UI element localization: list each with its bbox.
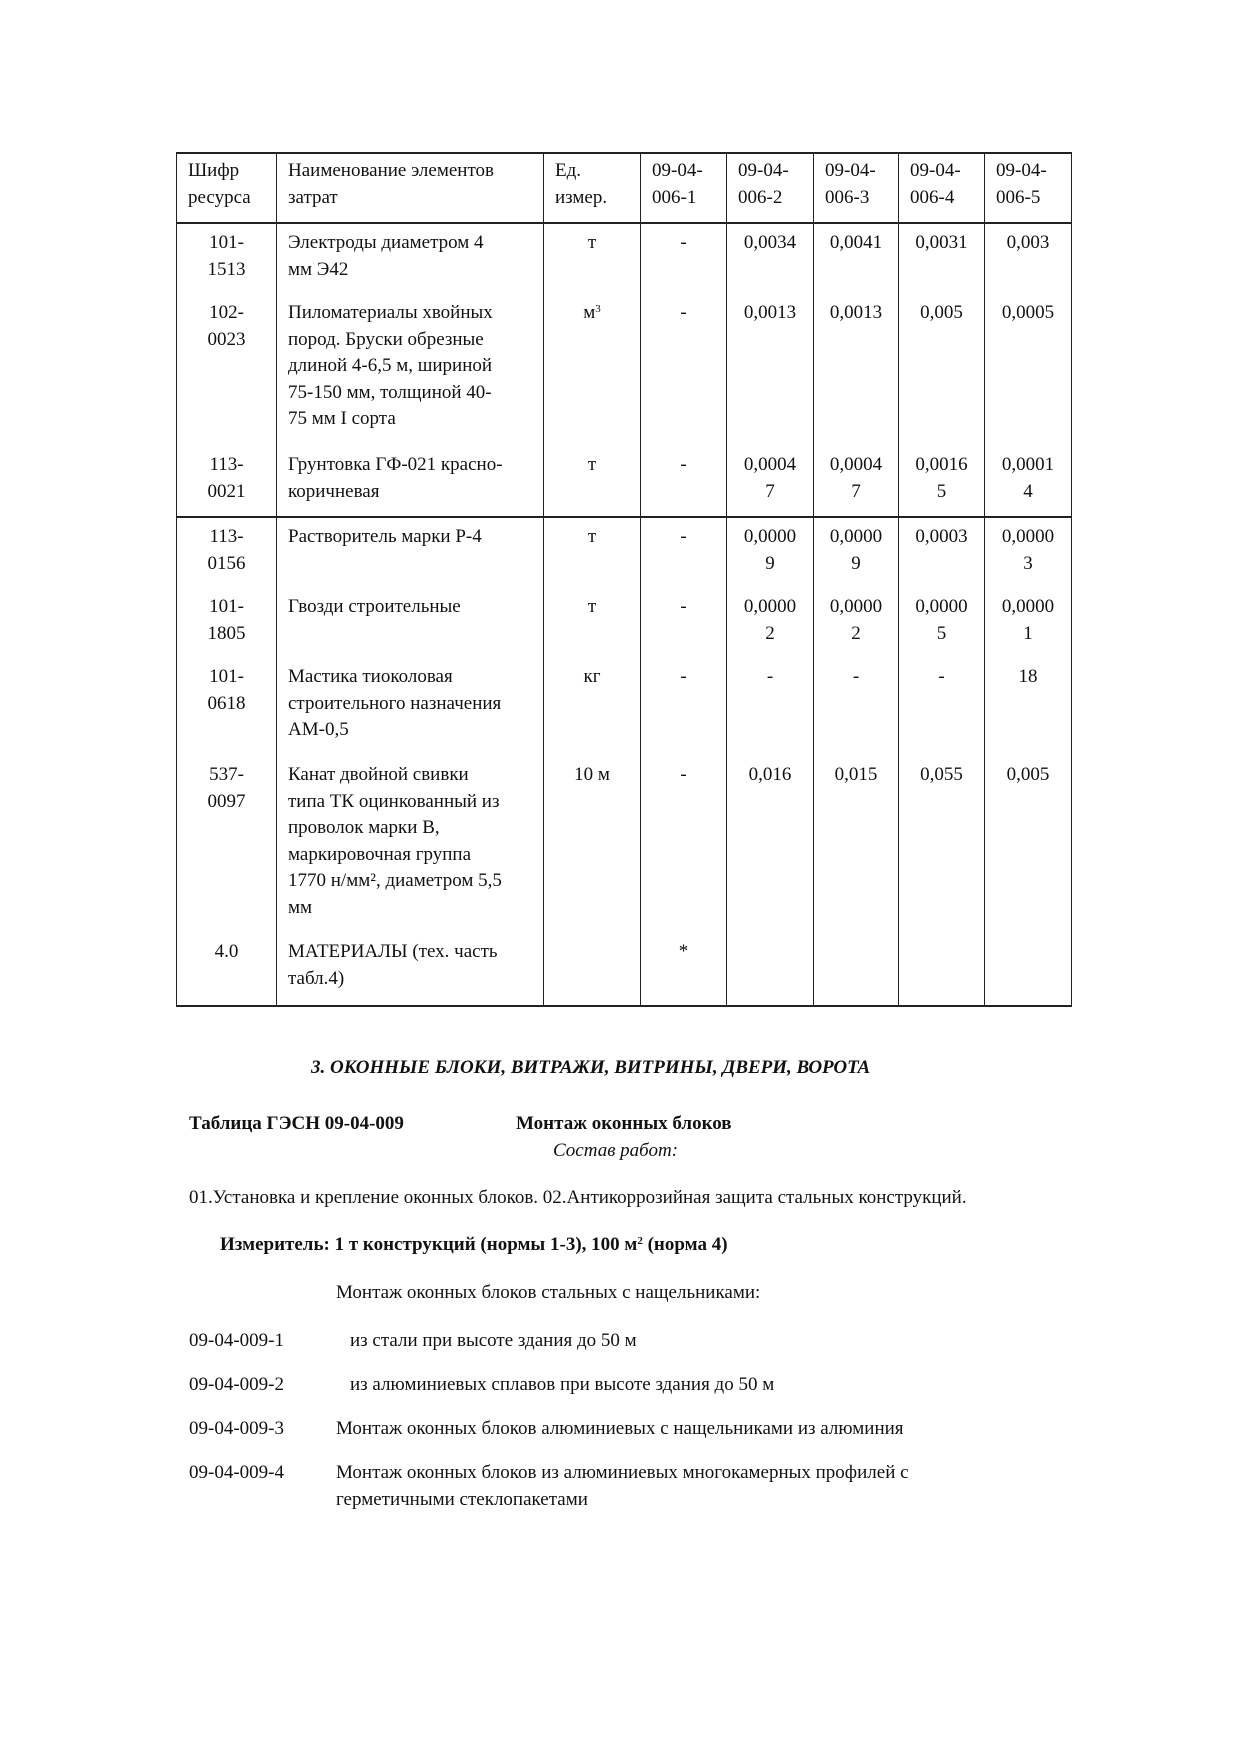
cell-text: 113- [209, 526, 244, 547]
cell-text: 0,0034 [743, 232, 797, 253]
table-row [177, 223, 1072, 294]
column-header [177, 153, 277, 223]
cell-text: - [680, 666, 687, 687]
norm-text: из стали при высоте здания до 50 м [350, 1330, 637, 1351]
norm-code: 09-04-009-4 [189, 1462, 284, 1483]
cell-text: Канат двойной свивки [288, 764, 469, 785]
cell-text: 4.0 [214, 941, 239, 962]
norm-value [641, 588, 727, 658]
cell-text: 5 [936, 480, 947, 502]
cell-text: 006-1 [652, 186, 697, 208]
cell-text: 18 [1018, 666, 1038, 687]
cell-text: ресурса [188, 186, 251, 208]
cell-text: 0,0003 [915, 526, 968, 547]
cell-text: мм Э42 [288, 258, 349, 280]
cell-text: * [678, 941, 689, 962]
cell-text: 09-04- [910, 160, 961, 181]
table-header-row [177, 153, 1072, 223]
unit [544, 588, 641, 658]
cell-text: затрат [288, 186, 338, 208]
cell-text: 0,0005 [1001, 302, 1055, 323]
norm-value [641, 223, 727, 294]
cell-text: 006-4 [910, 186, 955, 208]
cell-text: 0,016 [748, 764, 792, 785]
cell-text: - [852, 666, 860, 687]
norm-value [814, 446, 899, 517]
norm-value [727, 588, 814, 658]
cell-text: 0021 [207, 480, 246, 502]
norm-value [727, 756, 814, 933]
group-title: Монтаж оконных блоков стальных с нащельниками: [336, 1282, 761, 1303]
section-heading: 3. ОКОННЫЕ БЛОКИ, ВИТРАЖИ, ВИТРИНЫ, ДВЕРИ, ВОРОТА [311, 1057, 871, 1078]
cell-text: 09-04- [996, 160, 1047, 181]
norm-text: Монтаж оконных блоков алюминиевых с нащельниками из алюминия [336, 1418, 904, 1439]
cell-text: длиной 4-6,5 м, шириной [288, 355, 493, 376]
table-label: Таблица ГЭСН 09-04-009 [189, 1113, 404, 1134]
resource-name [277, 588, 544, 658]
cell-text: типа ТК оцинкованный из [288, 790, 500, 812]
table-row [177, 517, 1072, 588]
column-header [985, 153, 1072, 223]
cell-text: Мастика тиоколовая [288, 666, 453, 687]
norm-value [985, 588, 1072, 658]
cell-text: Ед. [555, 160, 582, 181]
cell-text: 0,0000 [829, 526, 883, 547]
norm-value [814, 588, 899, 658]
cell-text: Пиломатериалы хвойных [288, 302, 493, 323]
cell-text: Наименование элементов [288, 160, 494, 181]
column-header [814, 153, 899, 223]
norm-text: из алюминиевых сплавов при высоте здания до 50 м [350, 1374, 775, 1395]
norm-value [727, 658, 814, 756]
cell-text: 102- [209, 302, 244, 323]
cell-text: строительного назначения [288, 692, 502, 714]
resource-name [277, 446, 544, 517]
cell-text: маркировочная группа [288, 843, 472, 865]
table-row [177, 933, 1072, 1006]
cell-text: Грунтовка ГФ-021 красно- [288, 454, 503, 475]
norm-value [641, 446, 727, 517]
cell-text: 0,0000 [1001, 596, 1055, 617]
cell-text: 0,0016 [915, 454, 968, 475]
norm-value [814, 294, 899, 446]
norm-value [641, 933, 727, 1006]
norm-value [899, 223, 985, 294]
cell-text: 7 [851, 480, 861, 502]
column-header [727, 153, 814, 223]
unit-text: м [583, 302, 596, 323]
norm-value [899, 756, 985, 933]
norm-value [899, 933, 985, 1006]
resource-name [277, 756, 544, 933]
cell-text: 0023 [207, 328, 246, 350]
cell-text: 0,0000 [915, 596, 968, 617]
norm-text-continued: герметичными стеклопакетами [336, 1489, 588, 1510]
cell-text: 0,0013 [743, 302, 797, 323]
resource-code [177, 223, 277, 294]
cell-text: 1805 [207, 622, 246, 644]
cell-text: 9 [765, 552, 775, 574]
norm-value [985, 756, 1072, 933]
cell-text: - [680, 302, 687, 323]
measure-sup: 2 [637, 1235, 643, 1247]
norm-value [985, 294, 1072, 446]
norm-value [814, 517, 899, 588]
cell-text: МАТЕРИАЛЫ (тех. часть [288, 941, 498, 962]
cell-text: 0156 [207, 552, 246, 574]
cell-text: проволок марки В, [288, 817, 440, 838]
cell-text: 4 [1023, 480, 1033, 502]
measure-suffix: (норма 4) [642, 1234, 728, 1255]
norm-value [727, 294, 814, 446]
table-title: Монтаж оконных блоков [516, 1113, 732, 1134]
cell-text: табл.4) [288, 967, 345, 989]
norm-value [641, 294, 727, 446]
cell-text: 0,005 [1006, 764, 1050, 785]
column-header [899, 153, 985, 223]
norm-value [641, 756, 727, 933]
unit [544, 294, 641, 446]
cell-text: 2 [851, 622, 861, 644]
unit [544, 756, 641, 933]
cell-text: 09-04- [825, 160, 876, 181]
unit-text: т [587, 454, 597, 475]
resource-code [177, 588, 277, 658]
resource-name [277, 223, 544, 294]
cell-text: - [680, 764, 687, 785]
unit-text: т [587, 526, 597, 547]
table-row [177, 588, 1072, 658]
table-row [177, 294, 1072, 446]
cell-text: 3 [1023, 552, 1033, 574]
resource-code [177, 294, 277, 446]
norm-code: 09-04-009-1 [189, 1330, 284, 1351]
cell-text: 09-04- [652, 160, 703, 181]
resource-code [177, 517, 277, 588]
cell-text: измер. [555, 186, 608, 208]
cell-text: 0,055 [920, 764, 963, 785]
cell-text: коричневая [288, 480, 380, 502]
cell-text: 0,0004 [829, 454, 883, 475]
cell-text: 0,0004 [743, 454, 797, 475]
norm-value [814, 933, 899, 1006]
unit [544, 517, 641, 588]
table-row [177, 658, 1072, 756]
cell-text: 537- [209, 764, 244, 785]
cell-text: 0,005 [920, 302, 963, 323]
norm-value [727, 446, 814, 517]
resources-table [176, 152, 1072, 1007]
cell-text: Растворитель марки Р-4 [288, 526, 482, 547]
norm-value [899, 294, 985, 446]
cell-text: - [680, 596, 687, 617]
norm-value [899, 588, 985, 658]
cell-text: 0,0000 [1001, 526, 1055, 547]
cell-text: пород. Бруски обрезные [288, 328, 484, 350]
unit [544, 933, 641, 1006]
unit [544, 658, 641, 756]
cell-text: 0,0041 [829, 232, 883, 253]
norm-value [814, 756, 899, 933]
resource-code [177, 756, 277, 933]
resource-name [277, 933, 544, 1006]
norm-value [985, 446, 1072, 517]
cell-text: - [680, 526, 687, 547]
norm-value [985, 658, 1072, 756]
cell-text: 0,003 [1006, 232, 1050, 253]
cell-text: 9 [851, 552, 861, 574]
cell-text: 75 мм I сорта [288, 408, 396, 429]
resource-code [177, 446, 277, 517]
cell-text: 0,015 [834, 764, 878, 785]
cell-text: 0,0000 [743, 526, 797, 547]
cell-text: 101- [209, 232, 244, 253]
cell-text: 2 [765, 622, 775, 644]
norm-value [641, 658, 727, 756]
cell-text: 101- [209, 666, 244, 687]
measure-line [220, 1232, 728, 1258]
cell-text: 0618 [207, 692, 246, 714]
norm-value [899, 517, 985, 588]
norm-value [727, 223, 814, 294]
norm-value [814, 223, 899, 294]
resource-code [177, 933, 277, 1006]
norm-value [985, 517, 1072, 588]
norm-value [727, 517, 814, 588]
cell-text: 5 [936, 622, 947, 644]
cell-text: Гвозди строительные [288, 596, 461, 617]
unit-text: кг [583, 666, 601, 687]
norm-value [985, 223, 1072, 294]
composition-label: Состав работ: [553, 1140, 679, 1161]
unit-text: т [587, 596, 597, 617]
cell-text: - [680, 454, 687, 475]
resource-code [177, 658, 277, 756]
cell-text: 75-150 мм, толщиной 40- [288, 381, 492, 403]
cell-text: 1513 [207, 258, 246, 280]
cell-text: 09-04- [738, 160, 789, 181]
norm-value [899, 658, 985, 756]
resource-name [277, 294, 544, 446]
norm-value [899, 446, 985, 517]
cell-text: - [938, 666, 945, 687]
norm-value [727, 933, 814, 1006]
cell-text: 0,0031 [915, 232, 968, 253]
norm-value [814, 658, 899, 756]
cell-text: 0,0000 [743, 596, 797, 617]
unit [544, 223, 641, 294]
cell-text: 113- [209, 454, 244, 475]
unit-text: 10 м [574, 764, 610, 785]
table-row [177, 446, 1072, 517]
table-row [177, 756, 1072, 933]
resource-name [277, 658, 544, 756]
cell-text: - [680, 232, 687, 253]
cell-text: 1 [1023, 622, 1033, 644]
cell-text: 7 [765, 480, 775, 502]
cell-text: 101- [209, 596, 244, 617]
cell-text: мм [288, 896, 313, 918]
composition-text: 01.Установка и крепление оконных блоков. 02.Антикоррозийная защита стальных конструкций. [189, 1187, 967, 1208]
norm-value [985, 933, 1072, 1006]
column-header [641, 153, 727, 223]
cell-text: 0,0001 [1001, 454, 1055, 475]
cell-text: - [766, 666, 774, 687]
norm-code: 09-04-009-2 [189, 1374, 284, 1395]
cell-text: 006-2 [738, 186, 783, 208]
column-header [544, 153, 641, 223]
unit-sup: 3 [595, 303, 601, 315]
cell-text: 0,0013 [829, 302, 883, 323]
cell-text: Электроды диаметром 4 [288, 232, 484, 253]
norm-code: 09-04-009-3 [189, 1418, 284, 1439]
cell-text: 006-3 [825, 186, 870, 208]
unit-text: т [587, 232, 597, 253]
cell-text: 0097 [207, 790, 246, 812]
column-header [277, 153, 544, 223]
cell-text: 006-5 [996, 186, 1041, 208]
cell-text: Шифр [188, 160, 240, 181]
resource-name [277, 517, 544, 588]
norm-value [641, 517, 727, 588]
norm-text: Монтаж оконных блоков из алюминиевых многокамерных профилей с [336, 1462, 909, 1483]
unit [544, 446, 641, 517]
cell-text: АМ-0,5 [288, 719, 349, 740]
cell-text: 1770 н/мм², диаметром 5,5 [288, 870, 502, 891]
measure-text: Измеритель: 1 т конструкций (нормы 1-3), 100 м [220, 1234, 638, 1255]
cell-text: 0,0000 [829, 596, 883, 617]
